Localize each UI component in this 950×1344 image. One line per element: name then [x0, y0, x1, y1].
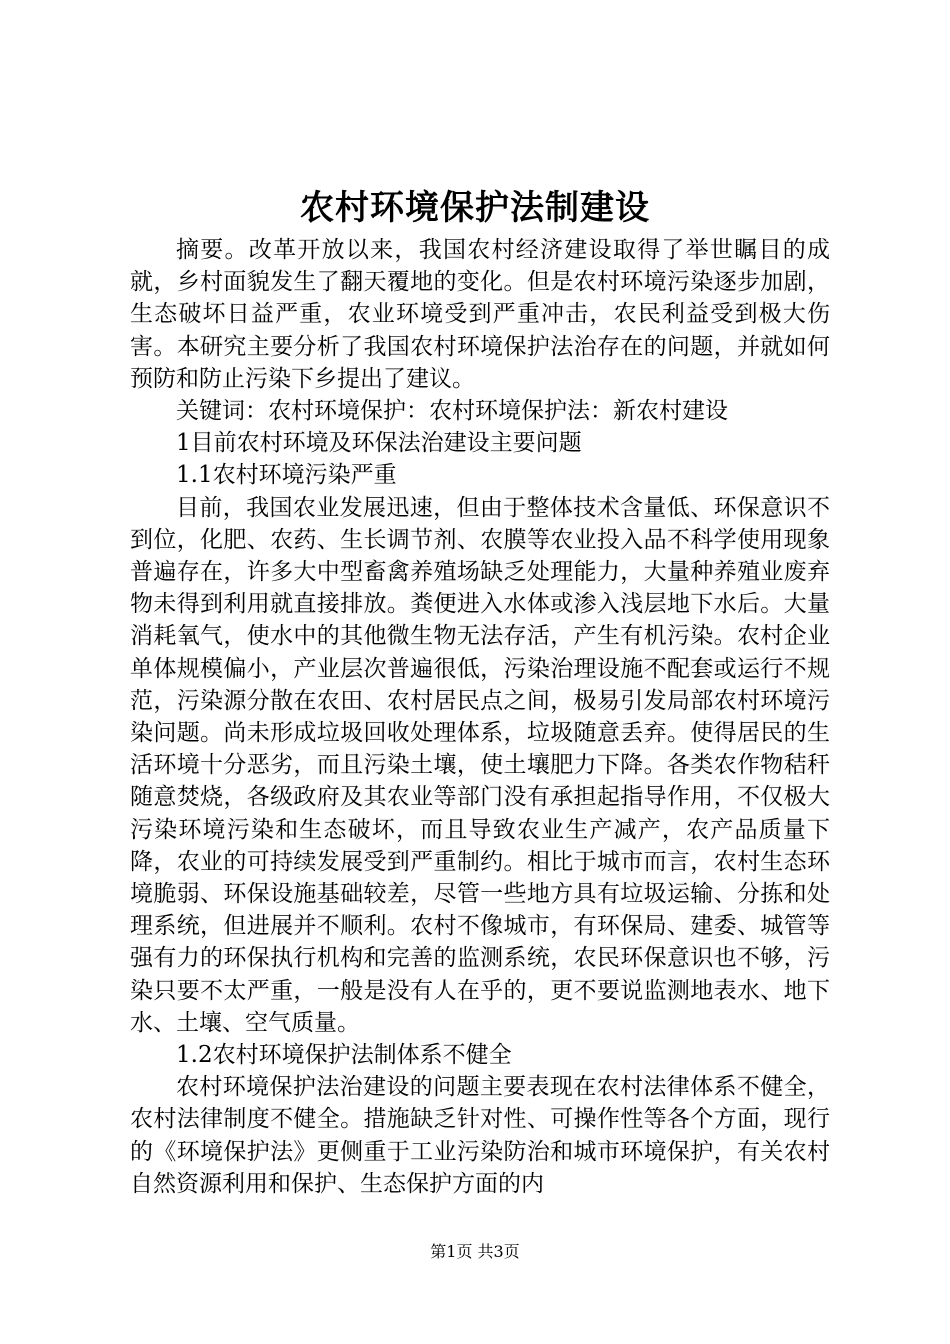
subsection-heading-1-2: 1.2农村环境保护法制体系不健全: [176, 1042, 512, 1069]
body-paragraph: 目前，我国农业发展迅速，但由于整体技术含量低、环保意识不到位，化肥、农药、生长调节剂、农膜等农业投入品不科学使用现象普遍存在，许多大中型畜禽养殖场缺乏处理能力，大量种养殖业废弃物未得到利用就直接排放。粪便进入水体或渗入浅层地下水后。大量消耗氧气，使水中的其他微生物无法存活，产生有机污染。农村企业单体规模偏小，产业层次普遍很低，污染治理设施不配套或运行不规范，污染源分散在农田、农村居民点之间，极易引发局部农村环境污染问题。尚未形成垃圾回收处理体系，垃圾随意丢弃。使得居民的生活环境十分恶劣，而且污染土壤，使土壤肥力下降。各类农作物秸秆随意焚烧，各级政府及其农业等部门没有承担起指导作用，不仅极大污染环境污染和生态破坏，而且导致农业生产减产，农产品质量下降，农业的可持续发展受到严重制约。相比于城市而言，农村生态环境脆弱、环保设施基础较差，尽管一些地方具有垃圾运输、分拣和处理系统，但进展并不顺利。农村不像城市，有环保局、建委、城管等强有力的环保执行机构和完善的监测系统，农民环保意识也不够，污染只要不太严重，一般是没有人在乎的，更不要说监测地表水、地下水、土壤、空气质量。: [130, 494, 830, 1036]
subsection-heading-1-1: 1.1农村环境污染严重: [176, 462, 397, 489]
document-body: [130, 234, 830, 1200]
abstract-paragraph: 摘要。改革开放以来，我国农村经济建设取得了举世瞩目的成就，乡村面貌发生了翻天覆地的变化。但是农村环境污染逐步加剧，生态破坏日益严重，农业环境受到严重冲击，农民利益受到极大伤害。本研究主要分析了我国农村环境保护法治存在的问题，并就如何预防和防止污染下乡提出了建议。: [130, 237, 830, 392]
page-footer: 第1页 共3页: [430, 1242, 520, 1261]
section-heading-1: 1目前农村环境及环保法治建设主要问题: [176, 430, 582, 457]
keywords-paragraph: 关键词：农村环境保护：农村环境保护法：新农村建设: [176, 398, 728, 425]
document-title: 农村环境保护法制建设: [300, 188, 650, 228]
body-paragraph: 农村环境保护法治建设的问题主要表现在农村法律体系不健全，农村法律制度不健全。措施缺乏针对性、可操作性等各个方面，现行的《环境保护法》更侧重于工业污染防治和城市环境保护，有关农村自然资源利用和保护、生态保护方面的内: [130, 1074, 830, 1197]
